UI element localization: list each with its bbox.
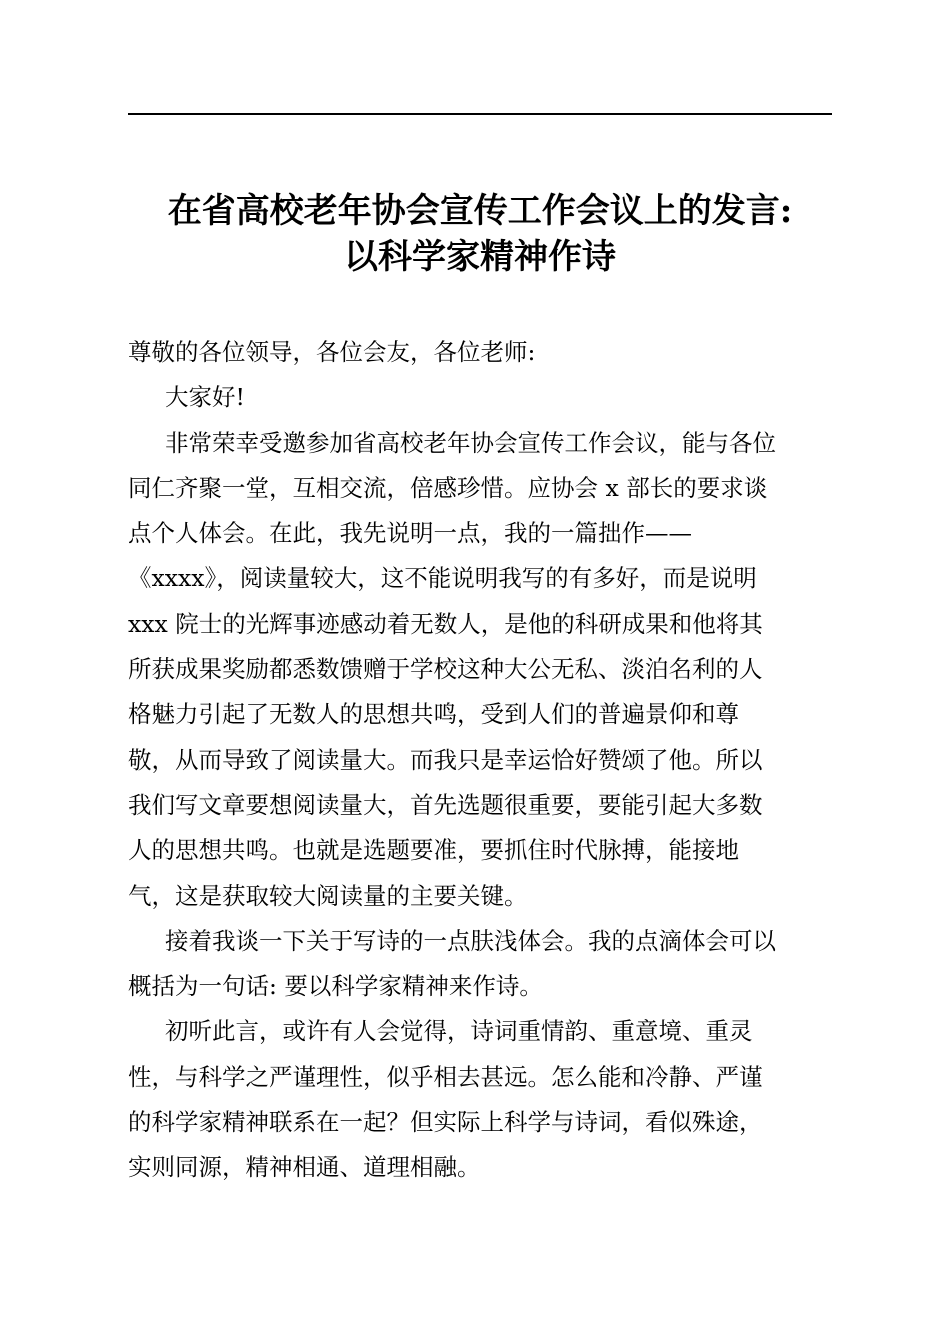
header-rule (128, 113, 832, 115)
document-title (128, 188, 832, 280)
paragraph-line: 格魅力引起了无数人的思想共鸣，受到人们的普遍景仰和尊 (128, 700, 739, 729)
paragraph-line: 所获成果奖励都悉数馈赠于学校这种大公无私、淡泊名利的人 (128, 655, 763, 684)
paragraph-line: 的科学家精神联系在一起？但实际上科学与诗词，看似殊途， (128, 1108, 763, 1137)
title-line-2: 以科学家精神作诗 (344, 237, 616, 277)
paragraph-line: 概括为一句话: 要以科学家精神来作诗。 (128, 972, 543, 1001)
paragraph-line: 实则同源，精神相通、道理相融。 (128, 1153, 481, 1182)
paragraph-line: xxx 院士的光辉事迹感动着无数人，是他的科研成果和他将其 (128, 609, 763, 638)
paragraph-3 (128, 1009, 832, 1190)
greeting: 大家好! (165, 383, 245, 412)
title-line-1: 在省高校老年协会宣传工作会议上的发言: (167, 191, 793, 231)
paragraph-line: 人的思想共鸣。也就是选题要准，要抓住时代脉搏，能接地 (128, 836, 739, 865)
salutation: 尊敬的各位领导，各位会友，各位老师: (128, 338, 536, 366)
paragraph-line: 点个人体会。在此，我先说明一点，我的一篇拙作—— (128, 519, 692, 548)
paragraph-line: 非常荣幸受邀参加省高校老年协会宣传工作会议，能与各位 (165, 428, 776, 457)
paragraph-2 (128, 919, 832, 1010)
paragraph-line: 性，与科学之严谨理性，似乎相去甚远。怎么能和冷静、严谨 (128, 1062, 763, 1091)
paragraph-line: 接着我谈一下关于写诗的一点肤浅体会。我的点滴体会可以 (165, 926, 776, 955)
paragraph-line: 敬，从而导致了阅读量大。而我只是幸运恰好赞颂了他。所以 (128, 745, 763, 774)
paragraph-line: 《xxxx》，阅读量较大，这不能说明我写的有多好，而是说明 (128, 564, 757, 593)
document-body (128, 330, 832, 1191)
paragraph-line: 初听此言，或许有人会觉得，诗词重情韵、重意境、重灵 (165, 1017, 753, 1046)
paragraph-line: 我们写文章要想阅读量大，首先选题很重要，要能引起大多数 (128, 790, 763, 819)
paragraph-1 (128, 421, 832, 919)
paragraph-line: 气，这是获取较大阅读量的主要关键。 (128, 881, 528, 910)
paragraph-line: 同仁齐聚一堂，互相交流，倍感珍惜。应协会 x 部长的要求谈 (128, 473, 768, 502)
